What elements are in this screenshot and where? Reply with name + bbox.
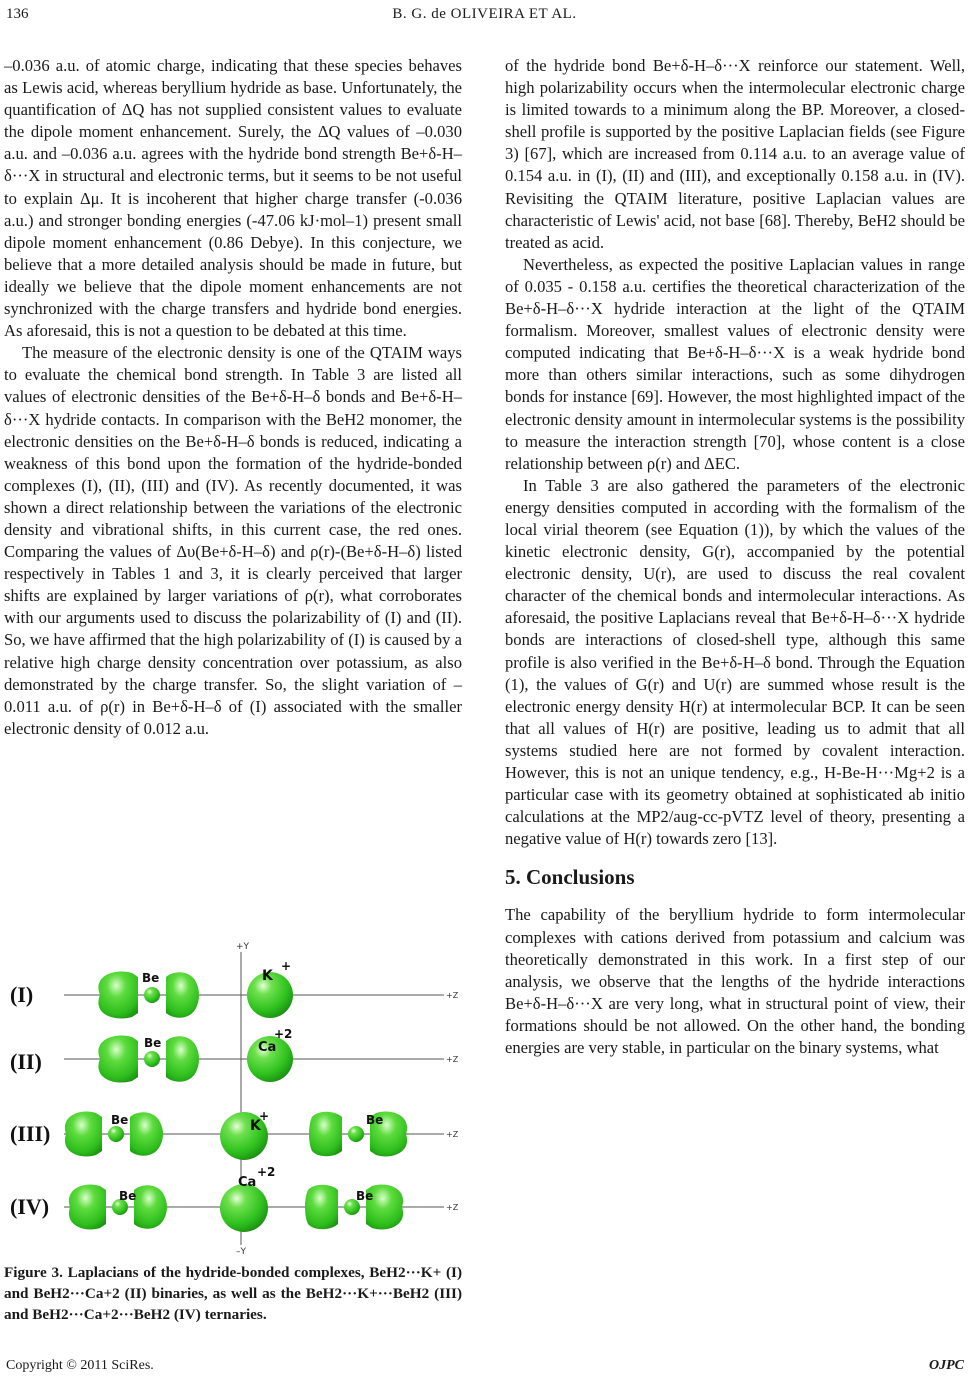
hydride-lobe-left bbox=[69, 1185, 106, 1230]
cation-label: K bbox=[250, 1118, 261, 1134]
hydride-lobe-left bbox=[98, 1035, 138, 1082]
cation-charge: +2 bbox=[274, 1027, 293, 1041]
hydride-lobe-left bbox=[309, 1112, 342, 1157]
row-label: (IV) bbox=[10, 1194, 50, 1219]
be-label: Be bbox=[356, 1189, 374, 1203]
be-label: Be bbox=[366, 1113, 384, 1127]
minus-y-label: –Y bbox=[236, 1247, 246, 1257]
page-number: 136 bbox=[6, 6, 29, 22]
paragraph: –0.036 a.u. of atomic charge, indicating that these species behaves as Lewis acid, whereas beryllium hydride as base. Unfortunately, the quantification of ΔQ has not supplied consistent values to evaluate the dipole moment enhancement. Surely, the ΔQ values of –0.030 a.u. and –0.036 a.u. agrees with the hydride bond strength Be+δ-H–δ···X in structural and electronic terms, but it seems to be not useful to explain Δμ. It is incoherent that higher charge transfer (-0.036 a.u.) and stronger bonding energies (-47.06 kJ·mol–1) present small dipole moment enhancement (0.86 Debye). In this conjecture, we believe that a more detailed analysis should be made in future, but ideally we believe that the dipole moment enhancements are not synchronized with the charge transfers and hydride bond energies. As aforesaid, this is not a question to be debated at this time. bbox=[4, 56, 462, 341]
svg-text:+Z: +Z bbox=[446, 1055, 459, 1064]
svg-text:+Z: +Z bbox=[446, 1130, 459, 1139]
cation-label: Ca bbox=[258, 1040, 277, 1055]
cation-label: K bbox=[262, 968, 273, 984]
row-label: (II) bbox=[10, 1049, 42, 1074]
plus-y-label: +Y bbox=[236, 942, 250, 952]
hydride-lobe-left bbox=[98, 971, 138, 1018]
page-header bbox=[0, 0, 969, 30]
copyright-notice: Copyright © 2011 SciRes. bbox=[6, 1358, 154, 1373]
hydride-lobe-left bbox=[305, 1185, 338, 1230]
row-label: (I) bbox=[10, 982, 34, 1007]
journal-abbrev: OJPC bbox=[929, 1358, 964, 1373]
laplacian-figure bbox=[4, 940, 462, 1258]
svg-text:+Z: +Z bbox=[446, 991, 459, 1000]
complex-row-1 bbox=[10, 959, 293, 1019]
be-atom-sphere bbox=[348, 1126, 364, 1142]
paragraph: The measure of the electronic density is one of the QTAIM ways to evaluate the chemical bond strength. In Table 3 are listed all values of electronic densities of the Be+δ-H–δ bonds and Be+δ-H–δ···X hydride contacts. In comparison with the BeH2 monomer, the electronic densities on the Be+δ-H–δ bonds is reduced, indicating a weakness of this bond upon the formation of the hydride-bonded complexes (I), (II), (III) and (IV). As recently documented, it was shown a direct relationship between the variations of the electronic density and vibrational shifts, in this current case, the red ones. Comparing the values of Δυ(Be+δ-H–δ) and ρ(r)-(Be+δ-H–δ) listed respectively in Tables 1 and 3, it is clearly perceived that larger shifts are explained by larger variations of ρ(r), what corroborates with our arguments used to discuss the polarizability of (I) and (II). So, we have affirmed that the high polarizability of (I) is caused by a relative high charge density concentration over potassium, as also demonstrated by the charge transfer. So, the slight variation of –0.011 a.u. of ρ(r) in Be+δ-H–δ of (I) associated with the smaller electronic density of 0.012 a.u. bbox=[4, 343, 462, 738]
hydride-lobe-right bbox=[130, 1112, 163, 1155]
hydride-lobe-right bbox=[166, 1036, 199, 1081]
be-label: Be bbox=[119, 1189, 137, 1203]
cation-charge: + bbox=[281, 959, 292, 973]
complex-row-4 bbox=[10, 1165, 403, 1232]
paragraph: Nevertheless, as expected the positive Laplacian values in range of 0.035 - 0.158 a.u. certifies the theoretical characterization of the Be+δ-H–δ···X hydride interaction at the light of the QTAIM formalism. Moreover, smallest values of electronic density were computed indicating that Be+δ-H–δ···X is a weak hydride bond more than others similar interactions, such as some dihydrogen bonds for instance [69]. However, the most highlighted impact of the electronic density amount in intermolecular systems is the possibility to measure the interaction strength [70], whose content is a close relationship between ρ(r) and ΔEC. bbox=[505, 254, 965, 473]
be-atom-sphere bbox=[144, 987, 160, 1003]
running-title: B. G. de OLIVEIRA ET AL. bbox=[392, 6, 577, 22]
svg-text:+Z: +Z bbox=[446, 1203, 459, 1212]
paragraph: The capability of the beryllium hydride to form intermolecular complexes with cations derived from potassium and calcium was theoretically demonstrated in this work. In a first step of our analysis, we observe that the lengths of the hydride interactions Be+δ-H–δ···X are very long, what in structural point of view, their formations should be not allowed. On the other hand, the bonding energies are very stable, in particular on the binary systems, what bbox=[505, 905, 965, 1058]
section-heading: 5. Conclusions bbox=[505, 865, 635, 890]
right-column bbox=[505, 55, 965, 1059]
paragraph: of the hydride bond Be+δ-H–δ···X reinforce our statement. Well, high polarizability occurs when the intermolecular electronic charge is limited towards to a minimum along the BP. Moreover, a closed-shell profile is supported by the positive Laplacian fields (see Figure 3) [67], which are increased from 0.114 a.u. to an average value of 0.154 a.u. in (I), (II) and (III), and exceptionally 0.158 a.u. in (IV). Revisiting the QTAIM literature, positive Laplacian values are characteristic of Lewis' acid, not base [68]. Thereby, BeH2 should be treated as acid. bbox=[505, 56, 965, 252]
be-atom-sphere bbox=[108, 1126, 124, 1142]
be-label: Be bbox=[111, 1113, 129, 1127]
complex-row-2 bbox=[10, 1027, 293, 1083]
cation-charge: +2 bbox=[257, 1165, 276, 1179]
cation-label: Ca bbox=[238, 1175, 257, 1190]
figure-3 bbox=[4, 940, 462, 1258]
be-atom-sphere bbox=[144, 1051, 160, 1067]
row-label: (III) bbox=[10, 1121, 51, 1146]
paragraph: In Table 3 are also gathered the parameters of the electronic energy densities computed in according with the formalism of the local virial theorem (see Equation (1)), by which the values of the kinetic electronic density, G(r), accompanied by the potential electronic density, U(r), are used to discuss the real covalent character of the chemical bonds and intermolecular interactions. As aforesaid, the positive Laplacians reveal that Be+δ-H–δ···X hydride bonds are interactions of closed-shell type, although this same profile is also verified in the Be+δ-H–δ bond. Through the Equation (1), the values of G(r) and U(r) are summed whose result is the electronic energy density H(r) at intermolecular BCP. It can be seen that all values of H(r) are positive, leading us to admit that all systems studied here are not formed by covalent interaction. However, this is not an unique tendency, e.g., H-Be-H···Mg+2 is a particular case with its geometry obtained at sophisticated ab initio calculations at the MP2/aug-cc-pVTZ level of theory, presenting a negative value of H(r) towards zero [13]. bbox=[505, 475, 965, 849]
hydride-lobe-left bbox=[65, 1112, 102, 1157]
left-column bbox=[4, 55, 462, 740]
cation-sphere bbox=[220, 1184, 268, 1232]
figure-caption: Figure 3. Laplacians of the hydride-bonded complexes, BeH2···K+ (I) and BeH2···Ca+2 (II) binaries, as well as the BeH2···K+···BeH2 (III) and BeH2···Ca+2···BeH2 (IV) ternaries. bbox=[4, 1264, 462, 1323]
be-label: Be bbox=[142, 971, 160, 985]
be-label: Be bbox=[144, 1036, 162, 1050]
cation-charge: + bbox=[259, 1109, 270, 1123]
hydride-lobe-right bbox=[134, 1185, 167, 1228]
hydride-lobe-right bbox=[166, 972, 199, 1017]
